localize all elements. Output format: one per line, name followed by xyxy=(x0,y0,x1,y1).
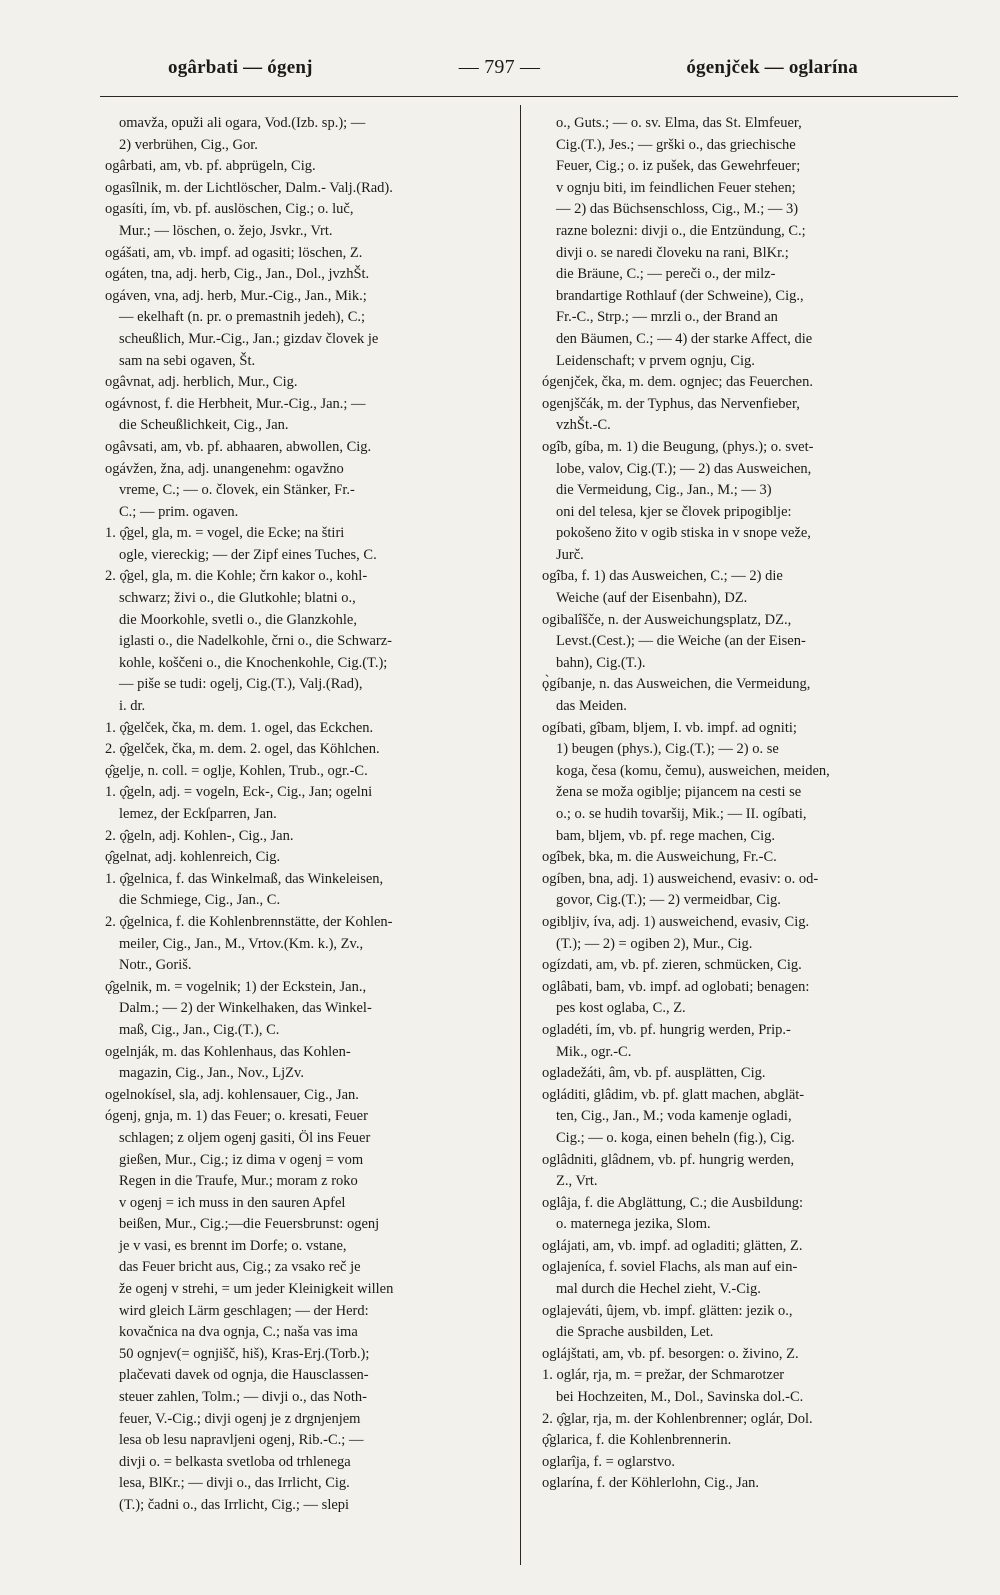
entry-continuation-line: vreme, C.; — o. človek, ein Stänker, Fr.- xyxy=(119,482,355,499)
entry-headword-line: ogíbati, gîbam, bljem, I. vb. impf. ad ogniti; xyxy=(542,719,797,736)
entry-continuation-line: — ekelhaft (n. pr. o premastnih jedeh), C.; xyxy=(119,309,366,326)
entry-headword-line: oglajeníca, f. soviel Flachs, als man auf ein- xyxy=(542,1259,798,1276)
entry-continuation-line: das Meiden. xyxy=(556,698,627,715)
entry-continuation-line: razne bolezni: divji o., die Entzündung, C.; xyxy=(556,222,806,239)
entry-continuation-line: pokošeno žito v ogib stiska in v snope veže, xyxy=(556,525,811,542)
entry-continuation-line: schwarz; živi o., die Glutkohle; blatni o., xyxy=(119,590,356,607)
entry-continuation-line: Cig.; — o. koga, einen beheln (fig.), Cig. xyxy=(556,1129,795,1146)
entry-continuation-line: lobe, valov, Cig.(T.); — 2) das Ausweichen, xyxy=(556,460,812,477)
entry-continuation-line: oni del telesa, kjer se človek pripogiblje: xyxy=(556,503,792,520)
entry-continuation-line: divji o. se naredi človeku na rani, BlKr.; xyxy=(556,244,789,261)
entry-continuation-line: Mik., ogr.-C. xyxy=(556,1043,632,1060)
entry-continuation-line: o. maternega jezika, Slom. xyxy=(556,1216,711,1233)
entry-headword-line: 1. oglár, rja, m. = prežar, der Schmarotzer xyxy=(542,1367,785,1384)
entry-continuation-line: i. dr. xyxy=(119,698,146,715)
entry-continuation-line: feuer, V.-Cig.; divji ogenj je z drgnjenjem xyxy=(119,1410,361,1427)
entry-headword-line: ogasîlnik, m. der Lichtlöscher, Dalm.- Valj.(Rad). xyxy=(105,179,393,196)
entry-headword-line: oglarína, f. der Köhlerlohn, Cig., Jan. xyxy=(542,1475,760,1492)
entry-headword-line: 2. ǫ̂gelnica, f. die Kohlenbrennstätte, der Kohlen- xyxy=(105,913,393,930)
entry-continuation-line: Regen in die Traufe, Mur.; moram z roko xyxy=(119,1173,358,1190)
entry-continuation-line: — piše se tudi: ogelj, Cig.(T.), Valj.(Rad), xyxy=(119,676,363,693)
running-header xyxy=(168,56,858,86)
entry-headword-line: ogelnják, m. das Kohlenhaus, das Kohlen- xyxy=(105,1043,351,1060)
entry-headword-line: ǫ̂gelnik, m. = vogelnik; 1) der Eckstein, Jan., xyxy=(105,978,367,995)
entry-continuation-line: maß, Cig., Jan., Cig.(T.), C. xyxy=(119,1021,280,1038)
entry-continuation-line: lesa ob lesu napravljeni ogenj, Rib.-C.; — xyxy=(119,1432,364,1449)
entry-continuation-line: Feuer, Cig.; o. iz pušek, das Gewehrfeuer; xyxy=(556,158,801,175)
entry-headword-line: ógenjček, čka, m. dem. ognjec; das Feuerchen. xyxy=(542,374,813,391)
entry-headword-line: ogîb, gíba, m. 1) die Beugung, (phys.); o. svet- xyxy=(542,438,814,455)
entry-continuation-line: 50 ognjev(= ognjišč, hiš), Kras-Erj.(Torb.); xyxy=(119,1345,370,1362)
entry-continuation-line: magazin, Cig., Jan., Nov., LjZv. xyxy=(119,1065,304,1082)
entry-headword-line: ogáten, tna, adj. herb, Cig., Jan., Dol., jvzhŠt. xyxy=(105,266,370,283)
entry-continuation-line: C.; — prim. ogaven. xyxy=(119,503,239,520)
entry-continuation-line: ten, Cig., Jan., M.; voda kamenje ogladi, xyxy=(556,1108,792,1125)
entry-continuation-line: mal durch die Hechel zieht, V.-Cig. xyxy=(556,1281,761,1298)
entry-continuation-line: Cig.(T.), Jes.; — grški o., das griechische xyxy=(556,136,796,153)
entry-continuation-line: lesa, BlKr.; — divji o., das Irrlicht, Cig. xyxy=(119,1475,350,1492)
entry-continuation-line: ogle, viereckig; — der Zipf eines Tuches, C. xyxy=(119,546,377,563)
entry-headword-line: ǫ̀gíbanje, n. das Ausweichen, die Vermeidung, xyxy=(542,676,811,693)
entry-continuation-line: pes kost oglaba, C., Z. xyxy=(556,1000,686,1017)
entry-continuation-line: koga, česa (komu, čemu), ausweichen, meiden, xyxy=(556,762,830,779)
entry-headword-line: ogasíti, ím, vb. pf. auslöschen, Cig.; o. luč, xyxy=(105,201,354,218)
entry-headword-line: ogenjščák, m. der Typhus, das Nervenfieber, xyxy=(542,395,800,412)
column-divider xyxy=(520,105,521,1565)
entry-continuation-line: beißen, Mur., Cig.;—die Feuersbrunst: ogenj xyxy=(119,1216,380,1233)
entry-headword-line: ogáven, vna, adj. herb, Mur.-Cig., Jan., Mik.; xyxy=(105,287,367,304)
entry-continuation-line: die Moorkohle, svetli o., die Glanzkohle, xyxy=(119,611,357,628)
entry-continuation-line: plačevati davek od ognja, die Hausclassen- xyxy=(119,1367,369,1384)
entry-headword-line: ǫ̂gelje, n. coll. = oglje, Kohlen, Trub., ogr.-C. xyxy=(105,762,368,779)
entry-headword-line: ogášati, am, vb. impf. ad ogasiti; löschen, Z. xyxy=(105,244,363,261)
entry-continuation-line: meiler, Cig., Jan., M., Vrtov.(Km. k.), Zv., xyxy=(119,935,364,952)
entry-continuation-line: o., Guts.; — o. sv. Elma, das St. Elmfeuer, xyxy=(556,115,802,131)
entry-continuation-line: iglasti o., die Nadelkohle, črni o., die Schwarz- xyxy=(119,633,393,650)
entry-headword-line: ogibljiv, íva, adj. 1) ausweichend, evasiv, Cig. xyxy=(542,913,810,930)
entry-headword-line: 2. ǫ̂glar, rja, m. der Kohlenbrenner; oglár, Dol. xyxy=(542,1410,813,1427)
entry-headword-line: 1. ǫ̂gelček, čka, m. dem. 1. ogel, das Eckchen. xyxy=(105,719,374,736)
header-rule xyxy=(100,96,958,97)
entry-continuation-line: die Schmiege, Cig., Jan., C. xyxy=(119,892,281,909)
entry-headword-line: ogávžen, žna, adj. unangenehm: ogavžno xyxy=(105,460,344,477)
entry-headword-line: 2. ǫ̂gelček, čka, m. dem. 2. ogel, das Köhlchen. xyxy=(105,741,380,758)
entry-continuation-line: sam na sebi ogaven, Št. xyxy=(119,352,256,369)
right-column xyxy=(542,113,942,1563)
entry-continuation-line: Dalm.; — 2) der Winkelhaken, das Winkel- xyxy=(119,1000,372,1017)
entry-headword-line: ogíben, bna, adj. 1) ausweichend, evasiv: o. od- xyxy=(542,870,819,887)
entry-headword-line: oglâbati, bam, vb. impf. ad oglobati; benagen: xyxy=(542,978,810,995)
entry-headword-line: 1. ǫ̂gel, gla, m. = vogel, die Ecke; na štiri xyxy=(105,525,345,542)
entry-continuation-line: 2) verbrühen, Cig., Gor. xyxy=(119,136,258,153)
entry-headword-line: ogladežáti, âm, vb. pf. ausplätten, Cig. xyxy=(542,1065,766,1082)
entry-continuation-line: vzhŠt.-C. xyxy=(556,417,611,434)
entry-headword-line: ogláјštati, am, vb. pf. besorgen: o. živino, Z. xyxy=(542,1345,799,1362)
entry-headword-line: 1. ǫ̂geln, adj. = vogeln, Eck-, Cig., Jan; ogelni xyxy=(105,784,373,801)
entry-headword-line: 2. ǫ̂geln, adj. Kohlen-, Cig., Jan. xyxy=(105,827,294,844)
entry-continuation-line: gießen, Mur., Cig.; iz dima v ogenj = vom xyxy=(119,1151,364,1168)
entry-continuation-line: schlagen; z oljem ogenj gasiti, Öl ins Feuer xyxy=(119,1129,371,1146)
entry-continuation-line: omavža, opuži ali ogara, Vod.(Izb. sp.); — xyxy=(119,115,366,131)
entry-headword-line: ogízdati, am, vb. pf. zieren, schmücken, Cig. xyxy=(542,957,802,974)
entry-continuation-line: Leidenschaft; v prvem ognju, Cig. xyxy=(556,352,755,369)
entry-continuation-line: bam, bljem, vb. pf. rege machen, Cig. xyxy=(556,827,776,844)
entry-continuation-line: den Bäumen, C.; — 4) der starke Affect, die xyxy=(556,330,813,347)
entry-headword-line: oglajeváti, ûjem, vb. impf. glätten: jezik o., xyxy=(542,1302,793,1319)
entry-continuation-line: scheußlich, Mur.-Cig., Jan.; gizdav človek je xyxy=(119,330,379,347)
entry-continuation-line: že ogenj v strehi, = um jeder Kleinigkeit willen xyxy=(119,1281,394,1298)
header-left-guideword: ogârbati — ógenj xyxy=(168,57,313,78)
entry-headword-line: ogelnokísel, sla, adj. kohlensauer, Cig., Jan. xyxy=(105,1086,359,1103)
entry-headword-line: ógenj, gnja, m. 1) das Feuer; o. kresati, Feuer xyxy=(105,1108,368,1125)
entry-continuation-line: die Vermeidung, Cig., Jan., M.; — 3) xyxy=(556,482,772,499)
entry-continuation-line: wird gleich Lärm geschlagen; — der Herd: xyxy=(119,1302,369,1319)
entry-headword-line: ogâvnat, adj. herblich, Mur., Cig. xyxy=(105,374,298,391)
entry-headword-line: ogârbati, am, vb. pf. abprügeln, Cig. xyxy=(105,158,316,175)
entry-continuation-line: divji o. = belkasta svetloba od trhlenega xyxy=(119,1453,351,1470)
entry-continuation-line: Z., Vrt. xyxy=(556,1173,598,1190)
entry-continuation-line: je v vasi, es brennt im Dorfe; o. vstane, xyxy=(119,1237,347,1254)
entry-continuation-line: die Sprache ausbilden, Let. xyxy=(556,1324,714,1341)
entry-headword-line: 2. ǫ̂gel, gla, m. die Kohle; črn kakor o., kohl- xyxy=(105,568,368,585)
entry-headword-line: ogláјati, am, vb. impf. ad ogladiti; glätten, Z. xyxy=(542,1237,803,1254)
entry-continuation-line: (T.); — 2) = ogiben 2), Mur., Cig. xyxy=(556,935,753,952)
entry-headword-line: 1. ǫ̂gelnica, f. das Winkelmaß, das Winkeleisen, xyxy=(105,870,384,887)
entry-continuation-line: (T.); čadni o., das Irrlicht, Cig.; — slepi xyxy=(119,1497,350,1513)
entry-continuation-line: bei Hochzeiten, M., Dol., Savinska dol.-C. xyxy=(556,1389,804,1406)
entry-continuation-line: Notr., Goriš. xyxy=(119,957,192,974)
entry-continuation-line: o.; o. se hudih tovaršij, Mik.; — II. ogíbati, xyxy=(556,806,807,822)
entry-headword-line: ogláditi, glâdim, vb. pf. glatt machen, abglät- xyxy=(542,1086,805,1103)
entry-headword-line: ogávnost, f. die Herbheit, Mur.-Cig., Jan.; — xyxy=(105,395,366,412)
entry-continuation-line: steuer zahlen, Tolm.; — divji o., das Noth- xyxy=(119,1389,367,1406)
entry-continuation-line: Weiche (auf der Eisenbahn), DZ. xyxy=(556,590,748,607)
entry-continuation-line: brandartige Rothlauf (der Schweine), Cig., xyxy=(556,287,804,304)
entry-headword-line: ogîbek, bka, m. die Ausweichung, Fr.-C. xyxy=(542,849,777,866)
entry-continuation-line: kovačnica na dva ognja, C.; naša vas ima xyxy=(119,1324,358,1341)
entry-continuation-line: — 2) das Büchsenschloss, Cig., M.; — 3) xyxy=(556,201,799,218)
entry-continuation-line: Levst.(Cest.); — die Weiche (an der Eisen- xyxy=(556,633,806,650)
entry-continuation-line: Jurč. xyxy=(556,546,584,563)
entry-headword-line: ǫ̂gelnat, adj. kohlenreich, Cig. xyxy=(105,849,281,866)
entry-continuation-line: Mur.; — löschen, o. žejo, Jsvkr., Vrt. xyxy=(119,222,333,239)
entry-headword-line: ǫ̂glarica, f. die Kohlenbrennerin. xyxy=(542,1432,732,1449)
header-right-guideword: ógenjček — oglarína xyxy=(686,57,858,78)
entry-continuation-line: die Bräune, C.; — pereči o., der milz- xyxy=(556,266,776,283)
entry-continuation-line: die Scheußlichkeit, Cig., Jan. xyxy=(119,417,289,434)
entry-continuation-line: kohle, koščeni o., die Knochenkohle, Cig.(T.); xyxy=(119,654,388,671)
entry-continuation-line: govor, Cig.(T.); — 2) vermeidbar, Cig. xyxy=(556,892,781,909)
left-column xyxy=(105,113,505,1563)
entry-headword-line: ogâvsati, am, vb. pf. abhaaren, abwollen, Cig. xyxy=(105,438,372,455)
entry-headword-line: oglarîja, f. = oglarstvo. xyxy=(542,1453,676,1470)
entry-continuation-line: lemez, der Eckſparren, Jan. xyxy=(119,806,277,822)
entry-continuation-line: Fr.-C., Strp.; — mrzli o., der Brand an xyxy=(556,309,778,326)
entry-headword-line: ogîba, f. 1) das Ausweichen, C.; — 2) die xyxy=(542,568,783,585)
entry-headword-line: oglâdniti, glâdnem, vb. pf. hungrig werden, xyxy=(542,1151,795,1168)
page-number: — 797 — xyxy=(458,56,541,78)
entry-headword-line: ogibalîšče, n. der Ausweichungsplatz, DZ., xyxy=(542,611,792,628)
entry-headword-line: oglâja, f. die Abglättung, C.; die Ausbildung: xyxy=(542,1194,803,1211)
entry-continuation-line: v ognju biti, im feindlichen Feuer stehen; xyxy=(556,179,796,196)
entry-continuation-line: v ogenj = ich muss in den sauren Apfel xyxy=(119,1194,346,1211)
entry-continuation-line: bahn), Cig.(T.). xyxy=(556,654,646,671)
entry-continuation-line: das Feuer bricht aus, Cig.; za vsako reč je xyxy=(119,1259,361,1276)
entry-continuation-line: 1) beugen (phys.), Cig.(T.); — 2) o. se xyxy=(556,741,779,758)
entry-headword-line: ogladéti, ím, vb. pf. hungrig werden, Prip.- xyxy=(542,1021,791,1038)
entry-continuation-line: žena se moža ogiblje; pijancem na cesti se xyxy=(556,784,802,801)
